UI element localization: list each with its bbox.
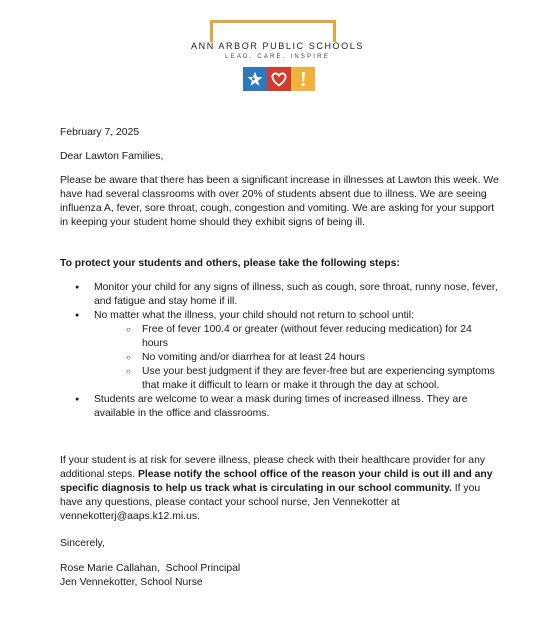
- list-item: [60, 393, 500, 421]
- exclamation-icon: [291, 67, 315, 91]
- sub-list-item: ○ No vomiting and/or diarrhea for at least 24 hours: [112, 351, 500, 365]
- logo-tiles: [243, 67, 315, 91]
- org-name: ANN ARBOR PUBLIC SCHOOLS: [191, 41, 364, 51]
- step-text: Monitor your child for any signs of illness, such as cough, sore throat, runny nose, fever, and fatigue and stay home if ill.: [94, 282, 498, 307]
- heart-icon: [267, 67, 291, 91]
- sub-list-item: ○ Use your best judgment if they are fever-free but are experiencing symptoms that make it difficult to learn or make it through the day at school.: [112, 365, 500, 393]
- frame-right-bar: [333, 20, 336, 42]
- sign-off: Sincerely,: [60, 538, 105, 549]
- frame-left-bar: [210, 20, 213, 42]
- signature-principal: Rose Marie Callahan, School Principal: [60, 563, 241, 574]
- closing-bold-notice: Please notify the school office of the reason your child is out ill and any specific diagnosis to help us track what is circulating in our school community.: [60, 469, 493, 494]
- step-text: Students are welcome to wear a mask during times of increased illness. They are available in the office and classrooms.: [94, 394, 468, 419]
- greeting: Dear Lawton Families,: [60, 151, 164, 162]
- steps-heading: To protect your students and others, please take the following steps:: [60, 258, 400, 269]
- step-text: No matter what the illness, your child should not return to school until:: [94, 310, 414, 321]
- steps-list: [60, 281, 500, 421]
- closing-part1: If your student is at risk for severe illness, please check with their healthcare provider for any additional steps.: [60, 455, 486, 480]
- closing-paragraph: [60, 454, 500, 524]
- signature-nurse: Jen Vennekotter, School Nurse: [60, 577, 203, 588]
- frame-top-bar: [210, 20, 336, 23]
- star-icon: [243, 67, 267, 91]
- closing-part2: If you have any questions, please contact your school nurse, Jen Vennekotter at vennekotterj@aaps.k12.mi.us.: [60, 483, 481, 522]
- intro-paragraph: Please be aware that there has been a significant increase in illnesses at Lawton this week. We have had several classrooms with over 20% of students absent due to illness. We are seeing influenza A, fever, sore throat, cough, congestion and vomiting. We are asking for your support in keeping your student home should they exhibit signs of being ill.: [60, 175, 499, 228]
- list-item: [60, 281, 500, 309]
- sub-list-item: ○ Free of fever 100.4 or greater (without fever reducing medication) for 24 hours: [112, 323, 500, 351]
- tagline: LEAD. CARE. INSPIRE: [225, 54, 330, 60]
- list-item: [60, 309, 500, 393]
- letter-date: February 7, 2025: [60, 127, 140, 138]
- sub-steps-list: [94, 323, 500, 393]
